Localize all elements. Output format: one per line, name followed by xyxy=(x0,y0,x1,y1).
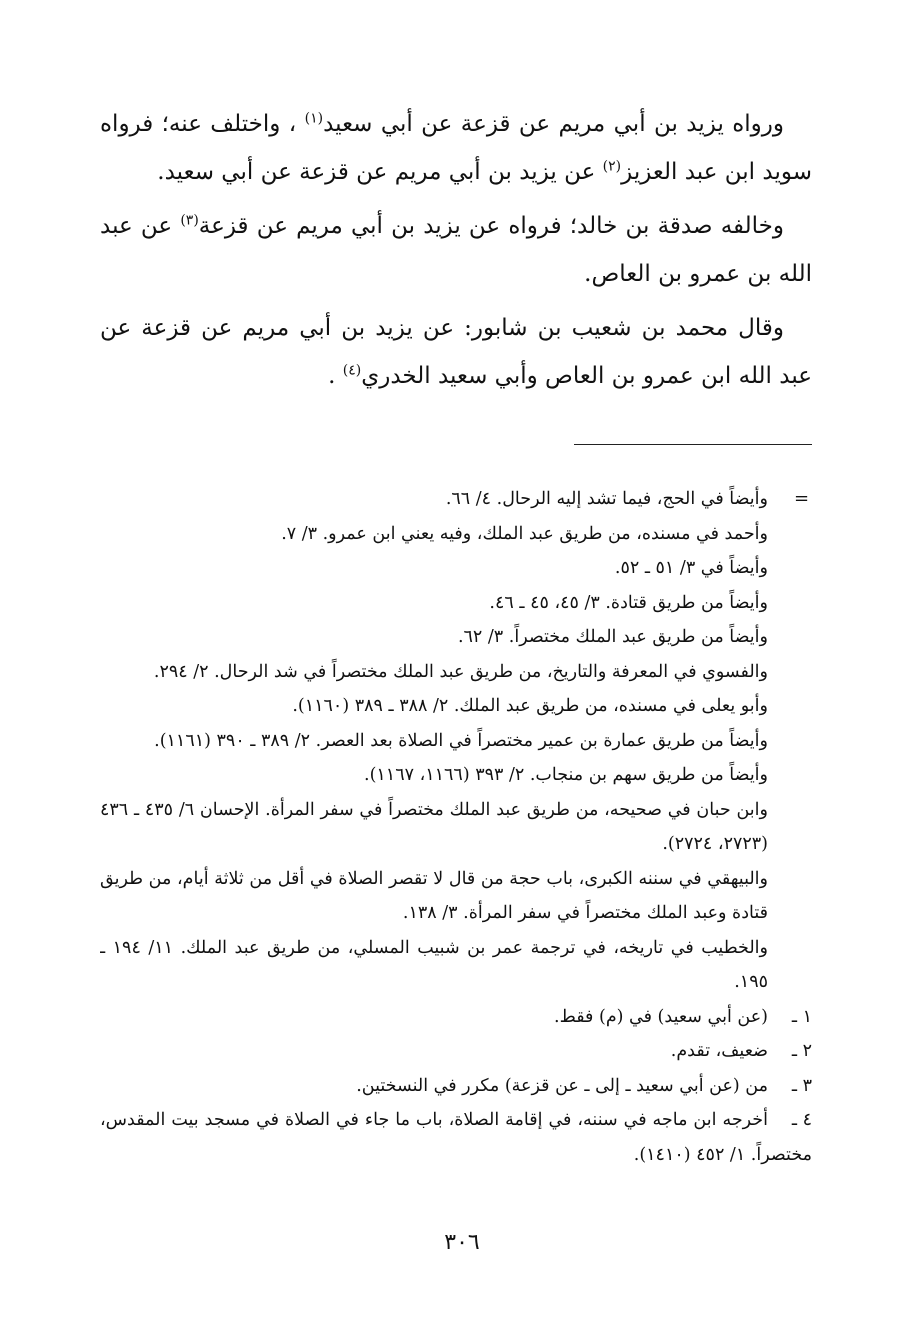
footnote-line: وابن حبان في صحيحه، من طريق عبد الملك مختصراً في سفر المرأة. الإحسان ٦/ ٤٣٥ ـ ٤٣٦ (٢٧٢٣، ٢٧٢٤). xyxy=(100,799,768,854)
main-text xyxy=(100,100,812,406)
footnote-text: من (عن أبي سعيد ـ إلى ـ عن قزعة) مكرر في النسختين. xyxy=(356,1075,768,1096)
footnote-line: والفسوي في المعرفة والتاريخ، من طريق عبد الملك مختصراً في شد الرحال. ٢/ ٢٩٤. xyxy=(153,661,768,682)
footnote-line: والبيهقي في سننه الكبرى، باب حجة من قال لا تقصر الصلاة في أقل من ثلاثة أيام، من طريق قتادة وعبد الملك مختصراً في سفر المرأة. ٣/ ١٣٨. xyxy=(100,868,768,923)
footnote-line: والخطيب في تاريخه، في ترجمة عمر بن شبيب المسلي، من طريق عبد الملك. ١١/ ١٩٤ ـ ١٩٥. xyxy=(100,937,768,992)
footnote-ref-2: (٢) xyxy=(602,158,622,175)
footnote-line: وأحمد في مسنده، من طريق عبد الملك، وفيه يعني ابن عمرو. ٣/ ٧. xyxy=(281,523,768,544)
footnote-ref-4: (٤) xyxy=(342,362,362,379)
main-paragraph-2 xyxy=(100,202,812,298)
main-paragraph-1 xyxy=(100,100,812,196)
footnote-number: ٤ ـ xyxy=(791,1110,812,1130)
footnote-text: (عن أبي سعيد) في (م) فقط. xyxy=(554,1006,768,1027)
footnote-item xyxy=(100,1000,812,1035)
text-segment: . xyxy=(328,363,343,389)
footnote-line: وأيضاً من طريق سهم بن منجاب. ٢/ ٣٩٣ (١١٦٦، ١١٦٧). xyxy=(364,765,768,785)
footnote-line: وأبو يعلى في مسنده، من طريق عبد الملك. ٢/ ٣٨٨ ـ ٣٨٩ (١١٦٠). xyxy=(292,696,768,716)
footnote-number: ٢ ـ xyxy=(791,1041,812,1061)
footnote-text: أخرجه ابن ماجه في سننه، في إقامة الصلاة، باب ما جاء في الصلاة في مسجد بيت المقدس، مختصراً. ١/ ٤٥٢ (١٤١٠). xyxy=(100,1110,812,1165)
footnote-number: ٣ ـ xyxy=(791,1075,812,1096)
continuation-marker: = xyxy=(794,488,810,509)
text-segment: عن عبد الله بن عمرو بن العاص. xyxy=(100,213,812,287)
footnote-ref-3: (٣) xyxy=(180,212,199,229)
text-segment: وقال محمد بن شعيب بن شابور: عن يزيد بن أبي مريم عن قزعة عن عبد الله ابن عمرو بن العاص وأبي سعيد الخدري xyxy=(100,315,812,389)
footnote-number: ١ ـ xyxy=(791,1006,812,1027)
footnote-item xyxy=(100,1103,812,1172)
numbered-footnotes xyxy=(100,1000,812,1173)
text-segment: ، واختلف عنه؛ فرواه سويد ابن عبد العزيز xyxy=(100,111,812,185)
footnote-line: وأيضاً من طريق عبد الملك مختصراً. ٣/ ٦٢. xyxy=(457,627,768,647)
footnote-item xyxy=(100,1069,812,1104)
footnote-item xyxy=(100,1034,812,1069)
page-number: ٣٠٦ xyxy=(444,1230,480,1255)
footnote-line: وأيضاً في ٣/ ٥١ ـ ٥٢. xyxy=(614,558,768,578)
footnote-separator xyxy=(574,444,812,445)
text-segment: عن يزيد بن أبي مريم عن قزعة عن أبي سعيد. xyxy=(157,159,603,185)
footnote-continuation xyxy=(100,482,812,1000)
text-segment: ورواه يزيد بن أبي مريم عن قزعة عن أبي سعيد xyxy=(323,111,784,137)
footnote-text: ضعيف، تقدم. xyxy=(670,1041,768,1061)
footnote-line: وأيضاً في الحج، فيما تشد إليه الرحال. ٤/ ٦٦. xyxy=(445,489,768,509)
footnote-line: وأيضاً من طريق قتادة. ٣/ ٤٥، ٤٥ ـ ٤٦. xyxy=(489,592,768,613)
text-segment: وخالفه صدقة بن خالد؛ فرواه عن يزيد بن أبي مريم عن قزعة xyxy=(198,213,784,239)
footnote-line: وأيضاً من طريق عمارة بن عمير مختصراً في الصلاة بعد العصر. ٢/ ٣٨٩ ـ ٣٩٠ (١١٦١). xyxy=(154,730,768,751)
footnotes xyxy=(100,482,812,1172)
footnote-ref-1: (١) xyxy=(304,110,324,127)
main-paragraph-3 xyxy=(100,304,812,400)
